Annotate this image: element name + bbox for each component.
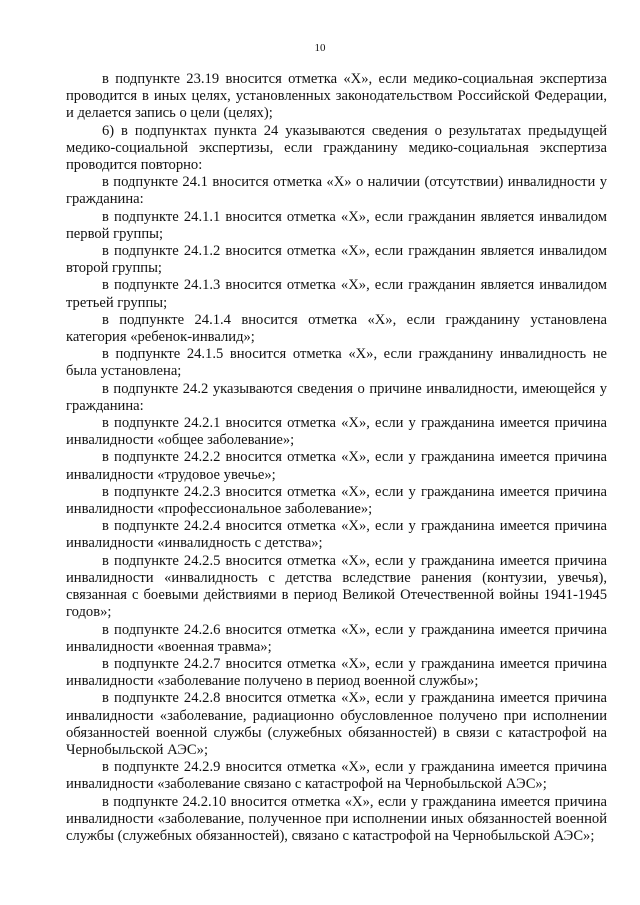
paragraph: в подпункте 24.1.3 вносится отметка «Х», если гражданин является инвалидом третьей группы; bbox=[66, 277, 607, 311]
paragraph: в подпункте 24.2.1 вносится отметка «Х», если у гражданина имеется причина инвалидности «общее заболевание»; bbox=[66, 415, 607, 449]
paragraph: в подпункте 24.2.6 вносится отметка «Х», если у гражданина имеется причина инвалидности «военная травма»; bbox=[66, 621, 607, 655]
paragraph: в подпункте 24.2.3 вносится отметка «Х», если у гражданина имеется причина инвалидности «профессиональное заболевание»; bbox=[66, 483, 607, 518]
paragraph: в подпункте 24.2.2 вносится отметка «Х», если у гражданина имеется причина инвалидности «трудовое увечье»; bbox=[66, 449, 607, 483]
paragraph: в подпункте 24.1.1 вносится отметка «Х», если гражданин является инвалидом первой группы; bbox=[66, 208, 607, 242]
paragraph: в подпункте 24.2 указываются сведения о причине инвалидности, имеющейся у гражданина: bbox=[66, 380, 607, 414]
document-body bbox=[66, 71, 607, 845]
paragraph: в подпункте 24.1.2 вносится отметка «Х», если гражданин является инвалидом второй группы; bbox=[66, 243, 607, 277]
paragraph: в подпункте 24.2.8 вносится отметка «Х», если у гражданина имеется причина инвалидности «заболевание, радиационно обусловленное получено при исполнении обязанностей военной службы (служебных обязанностей) в связи с катастрофой на Чернобыльской АЭС»; bbox=[66, 690, 607, 758]
paragraph: в подпункте 24.1.4 вносится отметка «Х», если гражданину установлена категория «ребенок-инвалид»; bbox=[66, 311, 607, 346]
paragraph: в подпункте 24.1.5 вносится отметка «Х», если гражданину инвалидность не была установлена; bbox=[66, 346, 607, 380]
page-number: 10 bbox=[314, 42, 326, 54]
paragraph: в подпункте 24.2.9 вносится отметка «Х», если у гражданина имеется причина инвалидности «заболевание связано с катастрофой на Чернобыльской АЭС»; bbox=[66, 759, 607, 793]
paragraph: в подпункте 24.1 вносится отметка «Х» о наличии (отсутствии) инвалидности у гражданина: bbox=[66, 174, 607, 208]
paragraph: в подпункте 24.2.10 вносится отметка «Х», если у гражданина имеется причина инвалидности «заболевание, полученное при исполнении иных обязанностей военной службы (служебных обязанностей), связано с катастрофой на Чернобыльской АЭС»; bbox=[66, 793, 607, 844]
paragraph: в подпункте 24.2.7 вносится отметка «Х», если у гражданина имеется причина инвалидности «заболевание получено в период военной службы»; bbox=[66, 655, 607, 690]
paragraph: 6) в подпунктах пункта 24 указываются сведения о результатах предыдущей медико-социальной экспертизы, если гражданину медико-социальная экспертиза проводится повторно: bbox=[66, 122, 607, 174]
paragraph: в подпункте 23.19 вносится отметка «Х», если медико-социальная экспертиза проводится в иных целях, установленных законодательством Российской Федерации, и делается запись о цели (целях); bbox=[66, 71, 607, 122]
paragraph: в подпункте 24.2.5 вносится отметка «Х», если у гражданина имеется причина инвалидности «инвалидность с детства вследствие ранения (контузии, увечья), связанная с боевыми действиями в период Великой Отечественной войны 1941-1945 годов»; bbox=[66, 552, 607, 621]
paragraph: в подпункте 24.2.4 вносится отметка «Х», если у гражданина имеется причина инвалидности «инвалидность с детства»; bbox=[66, 518, 607, 552]
